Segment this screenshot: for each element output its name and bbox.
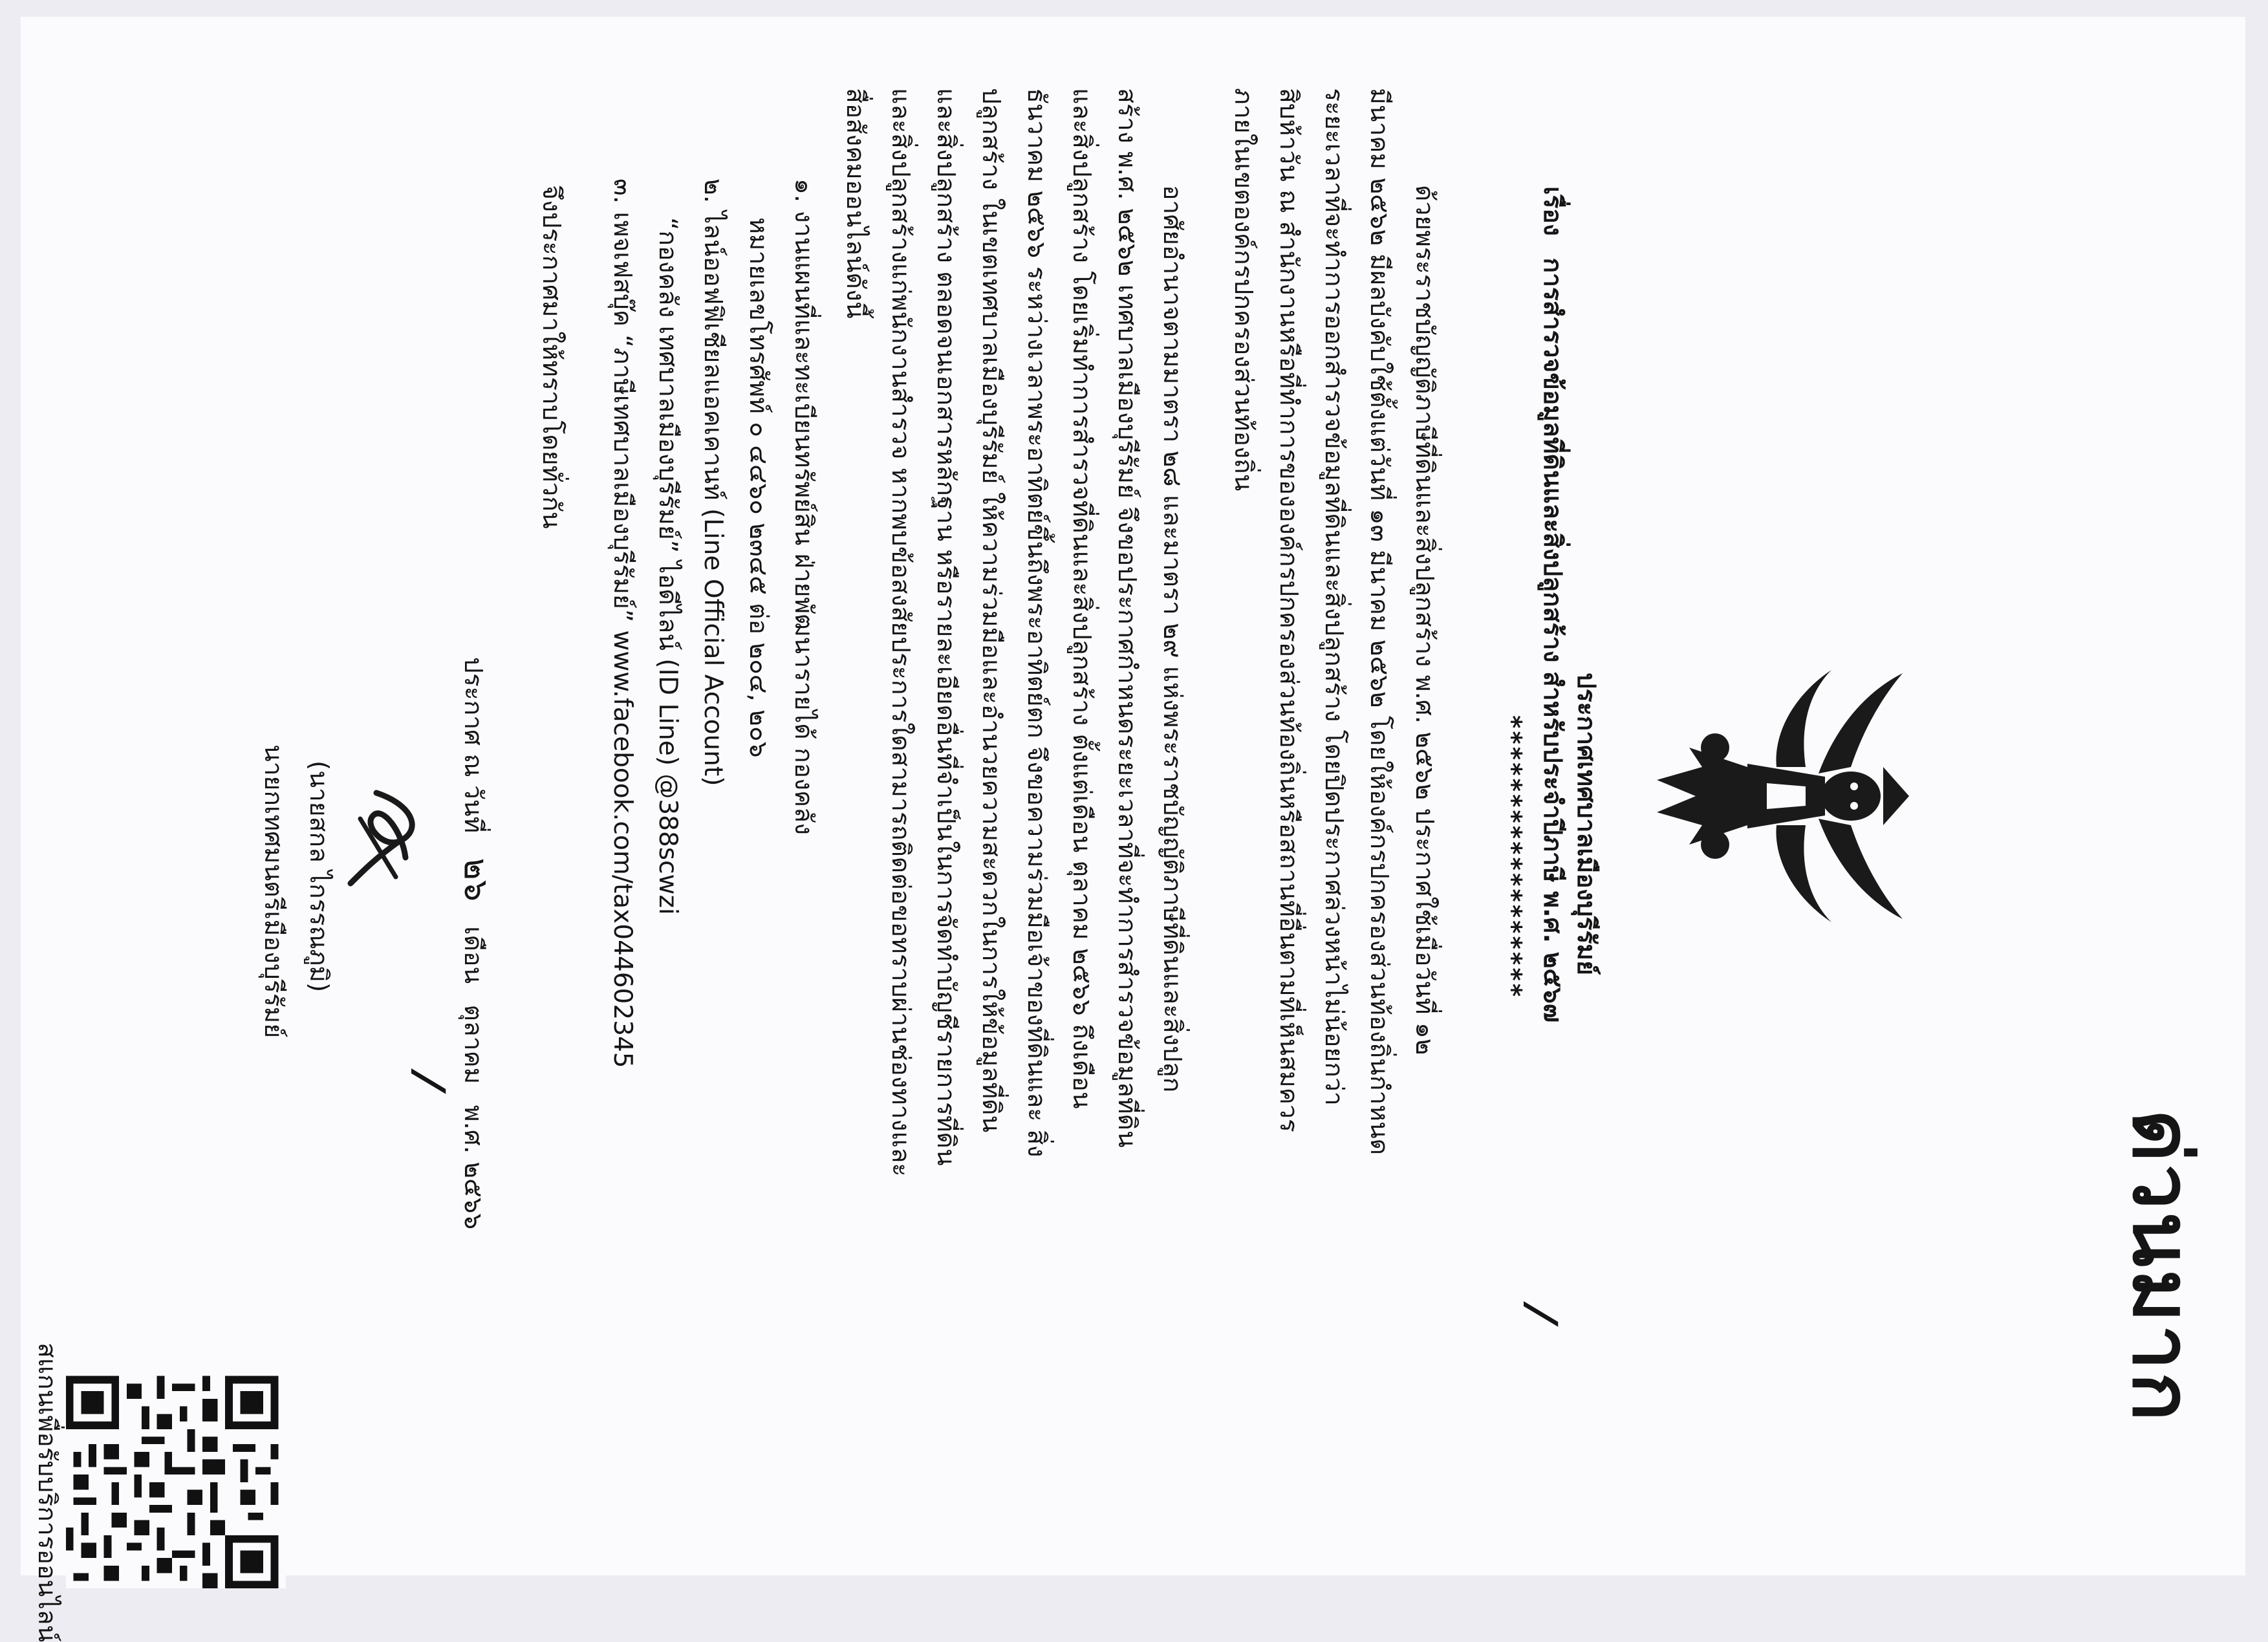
qr-caption: สแกนเพื่อรับบริการออนไลน์ xyxy=(32,1343,61,1642)
paragraph-2-line-5: ปลูกสร้าง ในเขตเทศบาลเมืองบุรีรัมย์ ให้ความร่วมมือและอำนวยความสะดวกในการให้ข้อมูลที่ดิน xyxy=(977,88,1006,1133)
paragraph-2-line-6: และสิ่งปลูกสร้าง ตลอดจนเอกสารหลักฐาน หรือรายละเอียดอื่นที่จำเป็นในการจัดทำบัญชีรายการที่ดิน xyxy=(931,88,960,1166)
check-mark-icon: ⁄ xyxy=(401,1077,454,1085)
paragraph-2-line-1: อาศัยอำนาจตามมาตรา ๒๘ และมาตรา ๒๙ แห่งพระราชบัญญัติภาษีที่ดินและสิ่งปลูก xyxy=(1158,185,1187,1093)
signatory-position: นายกเทศมนตรีเมืองบุรีรัมย์ xyxy=(259,744,288,1039)
paragraph-1-line-4: สิบห้าวัน ณ สำนักงานหรือที่ทำการขององค์กรปกครองส่วนท้องถิ่นหรือสถานที่อื่นตามที่เห็นสมควร xyxy=(1274,88,1303,1132)
separator-stars: ****************** xyxy=(1497,715,1526,1000)
check-mark-icon: ⁄ xyxy=(1513,1310,1566,1318)
contact-1-phone: หมายเลขโทรศัพท์ ๐ ๔๔๖๐ ๒๓๔๕ ต่อ ๒๐๔, ๒๐๖ xyxy=(744,217,773,758)
contact-2-line-id: “กองคลัง เทศบาลเมืองบุรีรัมย์” ไอดีไลน์ (ID Line) @388scwzi xyxy=(653,217,682,915)
signatory-name: (นายสกล ไกรรณภูมิ) xyxy=(304,761,333,993)
issuer-title: ประกาศเทศบาลเมืองบุรีรัมย์ xyxy=(1571,673,1601,975)
handwritten-signature xyxy=(344,780,435,890)
paragraph-2-line-3: และสิ่งปลูกสร้าง โดยเริ่มทำการสำรวจที่ดินและสิ่งปลูกสร้าง ตั้งแต่เดือน ตุลาคม ๒๕๖๖ ถึงเดือน xyxy=(1067,88,1096,1109)
urgent-stamp: ด่วนมาก xyxy=(2115,1110,2209,1424)
announcement-date xyxy=(459,657,493,1229)
contact-3-facebook: ๓. เพจเฟสบุ๊ค “ภาษีเทศบาลเมืองบุรีรัมย์” www.facebook.com/tax044602345 xyxy=(608,178,637,1068)
subject-text: การสำรวจข้อมูลที่ดินและสิ่งปลูกสร้าง สำหรับประจำปีภาษี พ.ศ. ๒๕๖๗ xyxy=(1538,257,1567,1023)
paragraph-1-line-1: ด้วยพระราชบัญญัติภาษีที่ดินและสิ่งปลูกสร้าง พ.ศ. ๒๕๖๒ ประกาศใช้เมื่อวันที่ ๑๒ xyxy=(1410,185,1439,1055)
date-day: ๒๖ xyxy=(457,858,495,902)
garuda-emblem-icon xyxy=(1650,670,1909,922)
date-month-label: เดือน xyxy=(459,926,488,984)
paragraph-1-line-3: ระยะเวลาที่จะทำการออกสำรวจข้อมูลที่ดินและสิ่งปลูกสร้าง โดยปิดประกาศล่วงหน้าไม่น้อยกว่า xyxy=(1319,88,1348,1106)
rotated-announcement-document xyxy=(21,17,2245,1642)
paragraph-2-line-2: สร้าง พ.ศ. ๒๕๖๒ เทศบาลเมืองบุรีรัมย์ จึงขอประกาศกำหนดระยะเวลาที่จะทำการสำรวจข้อมูลที่ดิน xyxy=(1112,88,1141,1148)
date-month: ตุลาคม xyxy=(459,1004,488,1085)
contact-1-office: ๑. งานแผนที่และทะเบียนทรัพย์สิน ฝ่ายพัฒนารายได้ กองคลัง xyxy=(789,178,818,836)
qr-code-icon[interactable] xyxy=(66,1368,286,1588)
subject-prefix: เรื่อง xyxy=(1538,186,1567,236)
closing-statement: จึงประกาศมาให้ทราบโดยทั่วกัน xyxy=(537,185,566,529)
paragraph-2-line-4: ธันวาคม ๒๕๖๖ ระหว่างเวลาพระอาทิตย์ขึ้นถึงพระอาทิตย์ตก จึงขอความร่วมมือเจ้าของที่ดินและ สิ่ง xyxy=(1022,88,1051,1158)
date-prefix: ประกาศ ณ วันที่ xyxy=(459,657,488,834)
paragraph-1-line-2: มีนาคม ๒๕๖๒ มีผลบังคับใช้ตั้งแต่วันที่ ๑๓ มีนาคม ๒๕๖๒ โดยให้องค์กรปกครองส่วนท้องถิ่นกำหนด xyxy=(1365,88,1394,1155)
subject-line xyxy=(1540,186,1565,1022)
paragraph-2-line-7: และสิ่งปลูกสร้างแก่พนักงานสำรวจ หากพบข้อสงสัยประการใดสามารถติดต่อขอทราบผ่านช่องทางและ xyxy=(886,88,915,1177)
contact-2-line-official: ๒. ไลน์ออฟฟิเชียลแอคเคานท์ (Line Official Account) xyxy=(698,178,728,786)
date-year: พ.ศ. ๒๕๖๖ xyxy=(459,1105,488,1230)
paragraph-1-line-5: ภายในเขตองค์กรปกครองส่วนท้องถิ่น xyxy=(1229,88,1258,492)
paragraph-2-line-8: สื่อสังคมออนไลน์ดังนี้ xyxy=(841,88,870,319)
